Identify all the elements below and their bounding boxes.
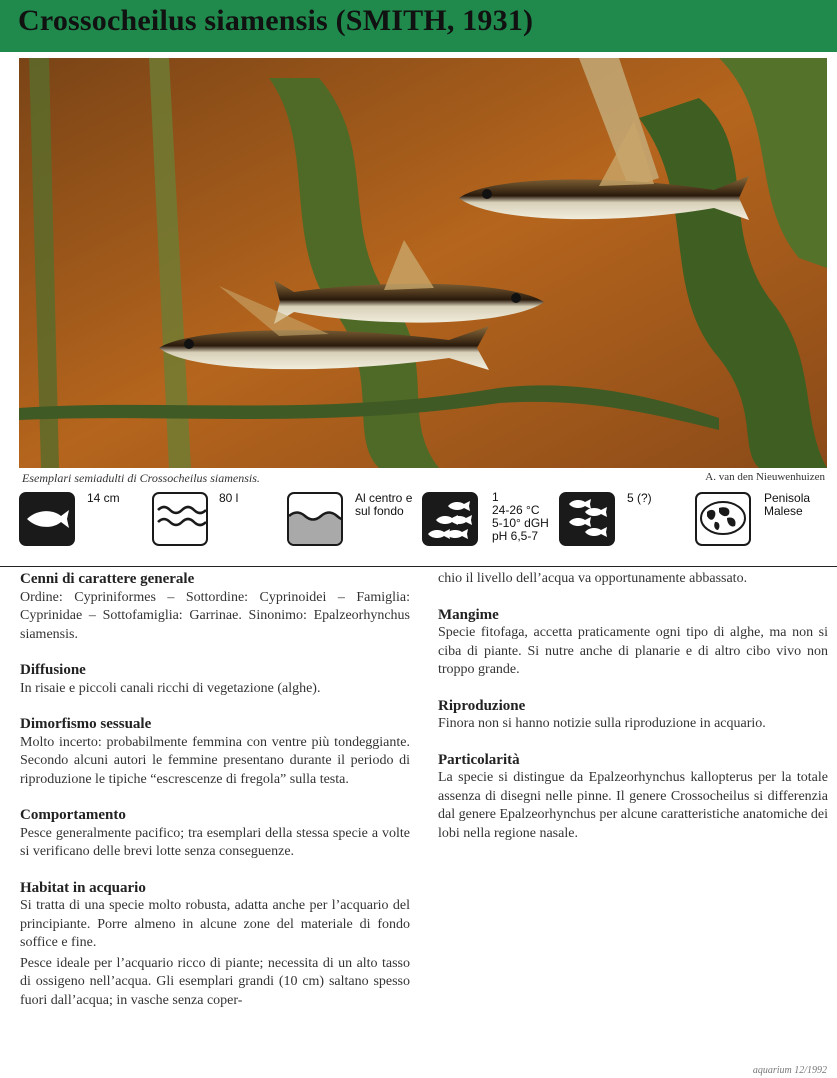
section-title: Cenni di carattere generale (20, 571, 195, 587)
photo-credit: A. van den Nieuwenhuizen (705, 471, 825, 483)
section-text: In risaie e piccoli canali ricchi di vegetazione (alghe). (20, 680, 321, 696)
section-title: Comportamento (20, 807, 126, 823)
section-divider (0, 566, 837, 567)
section-text: Ordine: Cypriniformes – Sottordine: Cyprinoidei – Famiglia: Cyprinidae – Sottofamiglia: Garrinae. Sinonimo: Epalzeorhynchus siamensis. (20, 589, 410, 642)
section-text: Finora non si hanno notizie sulla riproduzione in acquario. (438, 716, 766, 731)
section-behaviour (20, 806, 410, 862)
fish-size-icon (19, 492, 75, 546)
group-size-label: 5 (?) (627, 491, 652, 505)
fish-size-label: 14 cm (87, 491, 120, 505)
section-title: Diffusione (20, 662, 86, 678)
section-title: Habitat in acquario (20, 879, 146, 896)
globe-icon (695, 492, 751, 546)
right-column (438, 570, 828, 860)
group-size-icon (559, 492, 615, 546)
section-distribution (20, 661, 410, 698)
section-food (438, 606, 828, 680)
footer-source: aquarium 12/1992 (752, 1065, 827, 1076)
section-general (20, 570, 410, 644)
left-column (20, 570, 410, 1027)
photo-caption: Esemplari semiadulti di Crossocheilus siamensis. (22, 471, 260, 485)
section-title: Particolarità (438, 751, 520, 768)
section-habitat (20, 879, 410, 1011)
section-text: La specie si distingue da Epalzeorhynchus kallopterus per la totale assenza di disegni nelle pinne. Il genere Crossocheilus si differenzia dal genere Epalzeorhynchus per alcune caratteristiche anatomiche dei lobi nella regione nasale. (438, 770, 828, 841)
section-title: Riproduzione (438, 697, 526, 714)
tank-volume-label: 80 l (219, 491, 239, 505)
section-particulars (438, 751, 828, 844)
section-text: Molto incerto: probabilmente femmina con ventre più tondeggiante. Secondo alcuni autori le femmine presentano durante il periodo di riproduzione le tipiche “escrescenze di fregola” sulla testa. (20, 734, 410, 787)
section-habitat-continued (438, 570, 828, 589)
section-text: Pesce ideale per l’acquario ricco di piante; necessita di un alto tasso di ossigeno nell’acqua. Gli esemplari grandi (10 cm) saltano spesso fuori dall’acqua; in vasche senza coper- (20, 955, 410, 1008)
fish-photo (19, 58, 827, 468)
page-title: Crossocheilus siamensis (SMITH, 1931) (18, 4, 534, 37)
section-text: Si tratta di una specie molto robusta, adatta anche per l’acquario del principiante. Porre almeno in alcune zone del materiale di fondo soffice e fine. (20, 898, 410, 950)
swim-zone-icon (287, 492, 343, 546)
water-parameters-icon (422, 492, 478, 546)
section-dimorphism (20, 715, 410, 789)
section-text: Pesce generalmente pacifico; tra esemplari della stessa specie a volte si verificano delle brevi lotte senza conseguenze. (20, 825, 410, 859)
section-title: Mangime (438, 606, 499, 623)
section-text: Specie fitofaga, accetta praticamente ogni tipo di alghe, ma non si ciba di piante. Si nutre anche di planarie e di altro cibo vivo non troppo grande. (438, 625, 828, 677)
section-title: Dimorfismo sessuale (20, 716, 152, 732)
origin-label: Penisola Malese (764, 491, 811, 518)
title-bar (0, 0, 837, 52)
swim-zone-label: Al centro e sul fondo (355, 491, 413, 518)
water-parameters-label: 1 24-26 °C 5-10° dGH pH 6,5-7 (492, 490, 549, 543)
section-text: chio il livello dell’acqua va opportunamente abbassato. (438, 571, 748, 586)
section-reproduction (438, 697, 828, 734)
tank-volume-icon (152, 492, 208, 546)
